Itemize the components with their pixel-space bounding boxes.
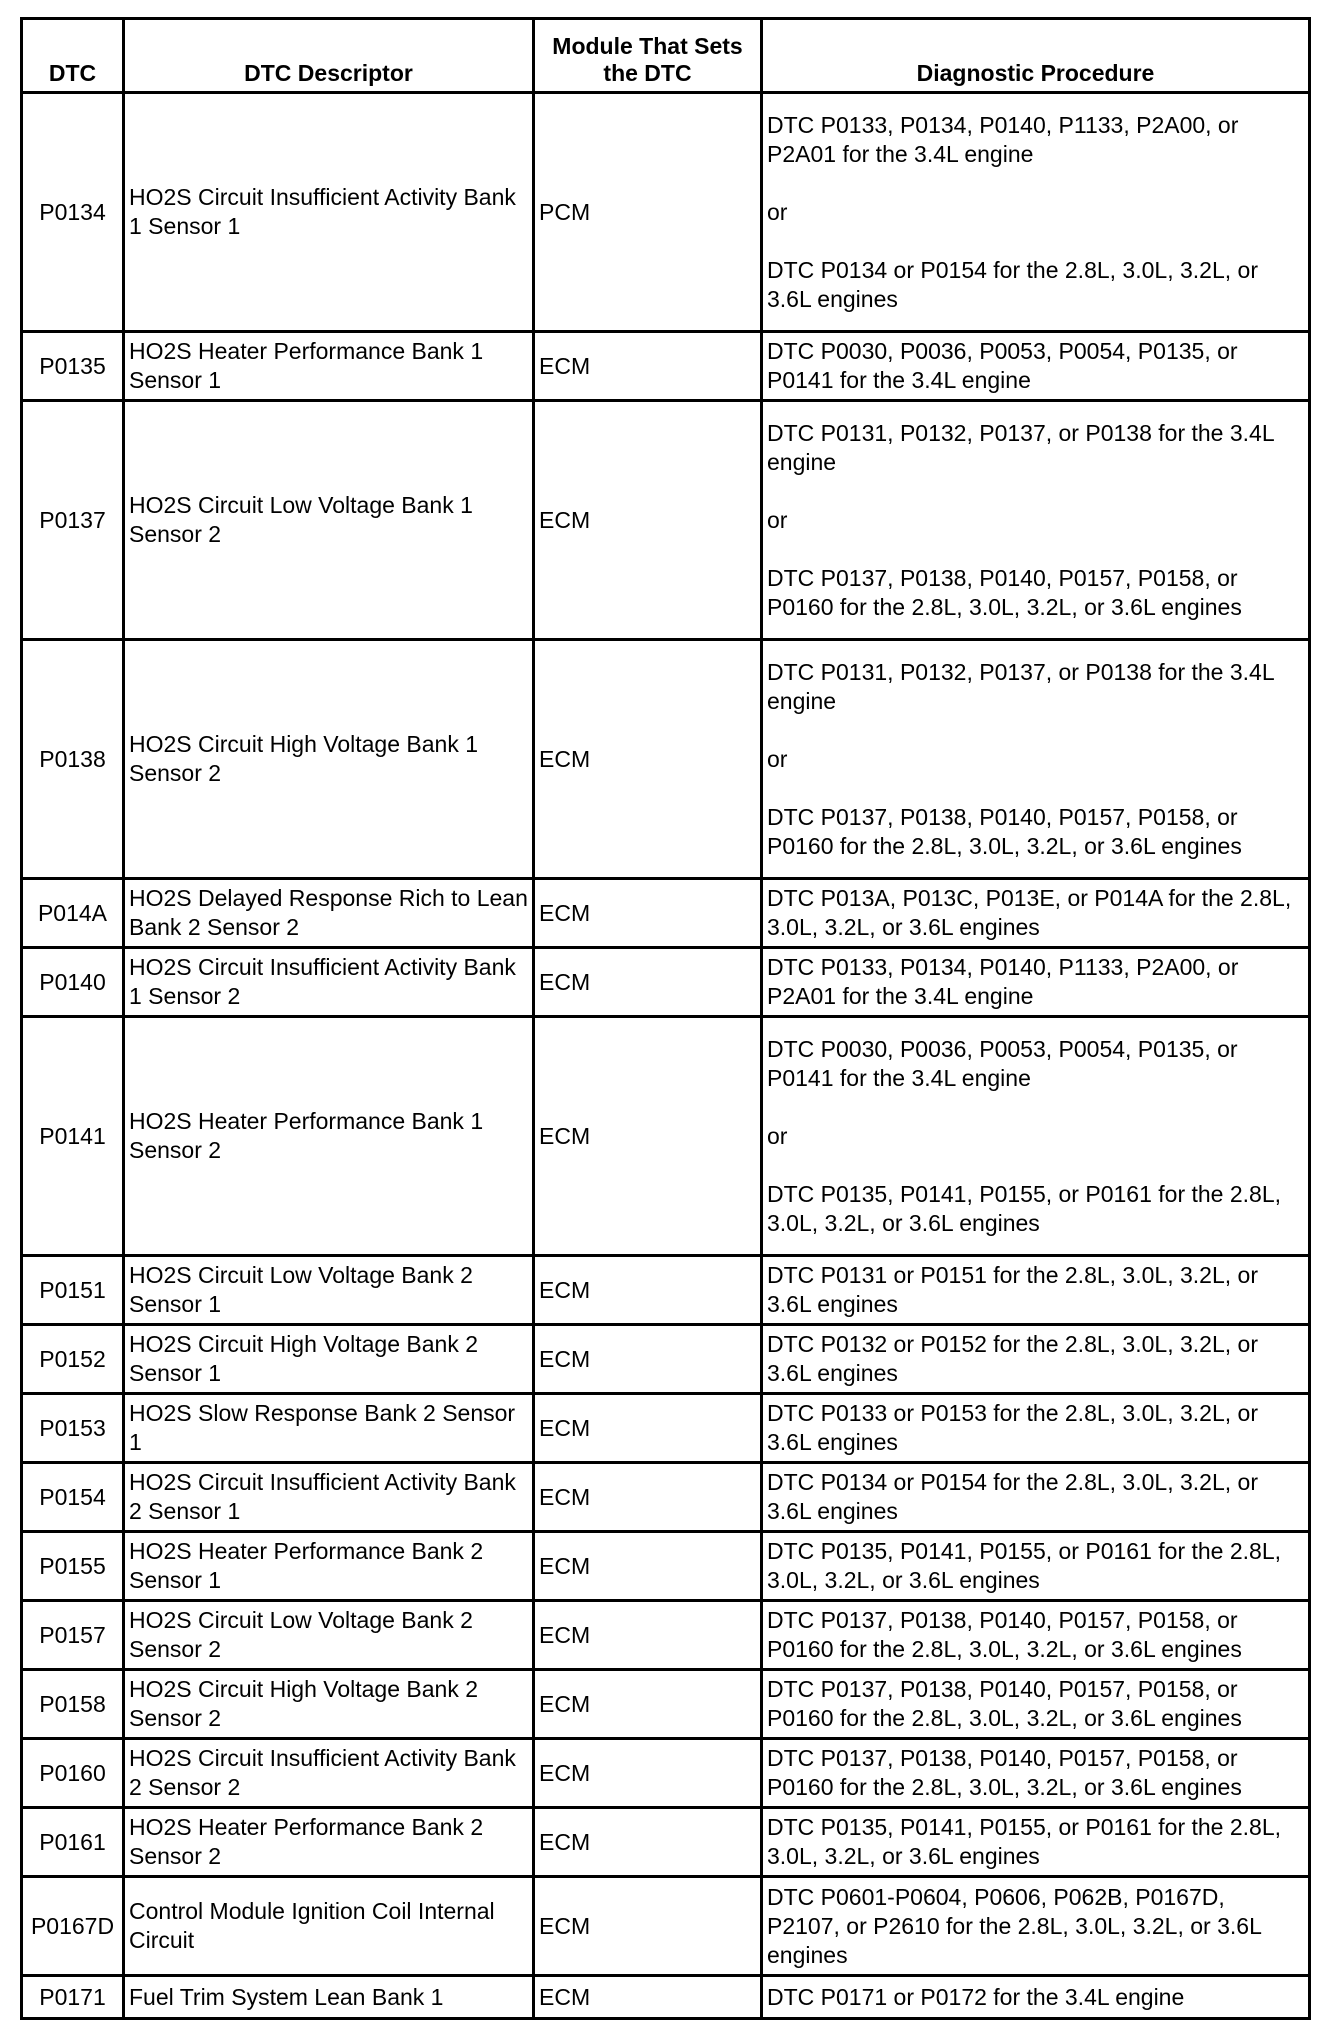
procedure-cell (762, 401, 1310, 640)
dtc-descriptor-cell: Control Module Ignition Coil Internal Circuit (124, 1877, 534, 1976)
module-cell: ECM (534, 1394, 762, 1463)
dtc-code-cell: P0151 (22, 1256, 124, 1325)
dtc-descriptor-cell: HO2S Heater Performance Bank 2 Sensor 1 (124, 1532, 534, 1601)
procedure-cell (762, 948, 1310, 1017)
procedure-cell (762, 879, 1310, 948)
dtc-descriptor-cell: HO2S Circuit Insufficient Activity Bank 1 Sensor 1 (124, 93, 534, 332)
procedure-line: DTC P0137, P0138, P0140, P0157, P0158, or P0160 for the 2.8L, 3.0L, 3.2L, or 3.6L engines (767, 803, 1242, 859)
procedure-or: or (767, 198, 788, 225)
module-cell: ECM (534, 640, 762, 879)
module-cell: PCM (534, 93, 762, 332)
procedure-line: DTC P0601-P0604, P0606, P062B, P0167D, P2107, or P2610 for the 2.8L, 3.0L, 3.2L, or 3.6L engines (767, 1883, 1262, 1968)
dtc-code-cell: P0138 (22, 640, 124, 879)
table-row (22, 1017, 1310, 1256)
module-cell: ECM (534, 1325, 762, 1394)
dtc-code-cell: P0137 (22, 401, 124, 640)
table-row (22, 1394, 1310, 1463)
procedure-spacer (767, 1151, 1304, 1180)
dtc-code-cell: P0155 (22, 1532, 124, 1601)
table-row (22, 1739, 1310, 1808)
procedure-cell (762, 1739, 1310, 1808)
module-cell: ECM (534, 1532, 762, 1601)
procedure-line: DTC P0135, P0141, P0155, or P0161 for the 2.8L, 3.0L, 3.2L, or 3.6L engines (767, 1538, 1282, 1593)
module-cell: ECM (534, 1739, 762, 1808)
procedure-line: DTC P0132 or P0152 for the 2.8L, 3.0L, 3.2L, or 3.6L engines (767, 1331, 1258, 1386)
procedure-line: DTC P0137, P0138, P0140, P0157, P0158, or P0160 for the 2.8L, 3.0L, 3.2L, or 3.6L engines (767, 1607, 1242, 1662)
dtc-descriptor-cell: HO2S Slow Response Bank 2 Sensor 1 (124, 1394, 534, 1463)
dtc-descriptor-cell: HO2S Circuit Low Voltage Bank 2 Sensor 1 (124, 1256, 534, 1325)
dtc-descriptor-cell: HO2S Delayed Response Rich to Lean Bank 2 Sensor 2 (124, 879, 534, 948)
procedure-spacer (767, 169, 1304, 198)
dtc-descriptor-cell: Fuel Trim System Lean Bank 1 (124, 1976, 534, 2019)
dtc-descriptor-cell: HO2S Heater Performance Bank 1 Sensor 1 (124, 332, 534, 401)
dtc-table (20, 17, 1311, 2020)
procedure-line: DTC P0133 or P0153 for the 2.8L, 3.0L, 3.2L, or 3.6L engines (767, 1400, 1258, 1455)
procedure-cell (762, 1532, 1310, 1601)
dtc-code-cell: P0134 (22, 93, 124, 332)
table-row (22, 948, 1310, 1017)
table-header (22, 19, 1310, 93)
procedure-cell (762, 1670, 1310, 1739)
dtc-descriptor-cell: HO2S Heater Performance Bank 1 Sensor 2 (124, 1017, 534, 1256)
module-cell: ECM (534, 1601, 762, 1670)
table-row (22, 1325, 1310, 1394)
dtc-code-cell: P0158 (22, 1670, 124, 1739)
procedure-line: DTC P0135, P0141, P0155, or P0161 for the 2.8L, 3.0L, 3.2L, or 3.6L engines (767, 1814, 1282, 1869)
procedure-line: DTC P0030, P0036, P0053, P0054, P0135, or P0141 for the 3.4L engine (767, 338, 1238, 393)
procedure-cell (762, 640, 1310, 879)
table-row (22, 1532, 1310, 1601)
table-row (22, 1463, 1310, 1532)
procedure-spacer (767, 716, 1304, 745)
dtc-descriptor-cell: HO2S Circuit Insufficient Activity Bank 2 Sensor 2 (124, 1739, 534, 1808)
procedure-cell (762, 1601, 1310, 1670)
header-descriptor: DTC Descriptor (124, 19, 534, 93)
table-row (22, 401, 1310, 640)
procedure-line: DTC P0133, P0134, P0140, P1133, P2A00, or P2A01 for the 3.4L engine (767, 954, 1239, 1009)
dtc-code-cell: P0140 (22, 948, 124, 1017)
dtc-descriptor-cell: HO2S Circuit High Voltage Bank 2 Sensor 1 (124, 1325, 534, 1394)
header-row (22, 19, 1310, 93)
dtc-code-cell: P0152 (22, 1325, 124, 1394)
procedure-line: DTC P013A, P013C, P013E, or P014A for the 2.8L, 3.0L, 3.2L, or 3.6L engines (767, 885, 1292, 940)
procedure-cell (762, 1017, 1310, 1256)
dtc-descriptor-cell: HO2S Circuit High Voltage Bank 2 Sensor 2 (124, 1670, 534, 1739)
table-row (22, 1976, 1310, 2019)
module-cell: ECM (534, 401, 762, 640)
procedure-cell (762, 1325, 1310, 1394)
procedure-line: DTC P0030, P0036, P0053, P0054, P0135, or P0141 for the 3.4L engine (767, 1035, 1238, 1091)
procedure-spacer (767, 477, 1304, 506)
module-cell: ECM (534, 1877, 762, 1976)
procedure-line: DTC P0137, P0138, P0140, P0157, P0158, or P0160 for the 2.8L, 3.0L, 3.2L, or 3.6L engines (767, 1676, 1242, 1731)
dtc-code-cell: P0167D (22, 1877, 124, 1976)
module-cell: ECM (534, 948, 762, 1017)
dtc-descriptor-cell: HO2S Circuit Insufficient Activity Bank 1 Sensor 2 (124, 948, 534, 1017)
procedure-spacer (767, 1093, 1304, 1122)
table-row (22, 93, 1310, 332)
procedure-spacer (767, 535, 1304, 564)
procedure-cell (762, 1877, 1310, 1976)
procedure-line: DTC P0133, P0134, P0140, P1133, P2A00, or P2A01 for the 3.4L engine (767, 111, 1239, 167)
dtc-code-cell: P0153 (22, 1394, 124, 1463)
procedure-line: DTC P0134 or P0154 for the 2.8L, 3.0L, 3.2L, or 3.6L engines (767, 1469, 1258, 1524)
module-cell: ECM (534, 1808, 762, 1877)
table-row (22, 332, 1310, 401)
procedure-line: DTC P0135, P0141, P0155, or P0161 for the 2.8L, 3.0L, 3.2L, or 3.6L engines (767, 1180, 1282, 1236)
module-cell: ECM (534, 1256, 762, 1325)
header-module: Module That Sets the DTC (534, 19, 762, 93)
table-row (22, 1256, 1310, 1325)
module-cell: ECM (534, 1017, 762, 1256)
procedure-cell (762, 1808, 1310, 1877)
procedure-cell (762, 332, 1310, 401)
dtc-descriptor-cell: HO2S Circuit Insufficient Activity Bank 2 Sensor 1 (124, 1463, 534, 1532)
procedure-spacer (767, 774, 1304, 803)
procedure-or: or (767, 1122, 788, 1149)
procedure-cell (762, 93, 1310, 332)
dtc-code-cell: P0171 (22, 1976, 124, 2019)
dtc-code-cell: P0157 (22, 1601, 124, 1670)
table-row (22, 1601, 1310, 1670)
procedure-cell (762, 1394, 1310, 1463)
procedure-line: DTC P0131 or P0151 for the 2.8L, 3.0L, 3.2L, or 3.6L engines (767, 1262, 1258, 1317)
procedure-line: DTC P0137, P0138, P0140, P0157, P0158, or P0160 for the 2.8L, 3.0L, 3.2L, or 3.6L engines (767, 564, 1242, 620)
procedure-spacer (767, 227, 1304, 256)
dtc-code-cell: P0160 (22, 1739, 124, 1808)
dtc-descriptor-cell: HO2S Heater Performance Bank 2 Sensor 2 (124, 1808, 534, 1877)
dtc-descriptor-cell: HO2S Circuit Low Voltage Bank 2 Sensor 2 (124, 1601, 534, 1670)
procedure-cell (762, 1463, 1310, 1532)
dtc-code-cell: P0141 (22, 1017, 124, 1256)
module-cell: ECM (534, 1670, 762, 1739)
procedure-line: DTC P0171 or P0172 for the 3.4L engine (767, 1983, 1185, 2010)
module-cell: ECM (534, 1463, 762, 1532)
procedure-or: or (767, 506, 788, 533)
procedure-cell (762, 1976, 1310, 2019)
dtc-code-cell: P0161 (22, 1808, 124, 1877)
procedure-or: or (767, 745, 788, 772)
procedure-cell (762, 1256, 1310, 1325)
table-row (22, 640, 1310, 879)
dtc-descriptor-cell: HO2S Circuit Low Voltage Bank 1 Sensor 2 (124, 401, 534, 640)
header-procedure: Diagnostic Procedure (762, 19, 1310, 93)
module-cell: ECM (534, 1976, 762, 2019)
dtc-code-cell: P0135 (22, 332, 124, 401)
table-row (22, 1670, 1310, 1739)
table-row (22, 879, 1310, 948)
module-cell: ECM (534, 879, 762, 948)
table-body (22, 93, 1310, 2019)
table-row (22, 1877, 1310, 1976)
table-row (22, 1808, 1310, 1877)
dtc-descriptor-cell: HO2S Circuit High Voltage Bank 1 Sensor 2 (124, 640, 534, 879)
procedure-line: DTC P0131, P0132, P0137, or P0138 for the 3.4L engine (767, 419, 1274, 475)
procedure-line: DTC P0137, P0138, P0140, P0157, P0158, or P0160 for the 2.8L, 3.0L, 3.2L, or 3.6L engines (767, 1745, 1242, 1800)
module-cell: ECM (534, 332, 762, 401)
procedure-line: DTC P0134 or P0154 for the 2.8L, 3.0L, 3.2L, or 3.6L engines (767, 256, 1258, 312)
dtc-code-cell: P0154 (22, 1463, 124, 1532)
header-dtc: DTC (22, 19, 124, 93)
dtc-code-cell: P014A (22, 879, 124, 948)
procedure-line: DTC P0131, P0132, P0137, or P0138 for the 3.4L engine (767, 658, 1274, 714)
